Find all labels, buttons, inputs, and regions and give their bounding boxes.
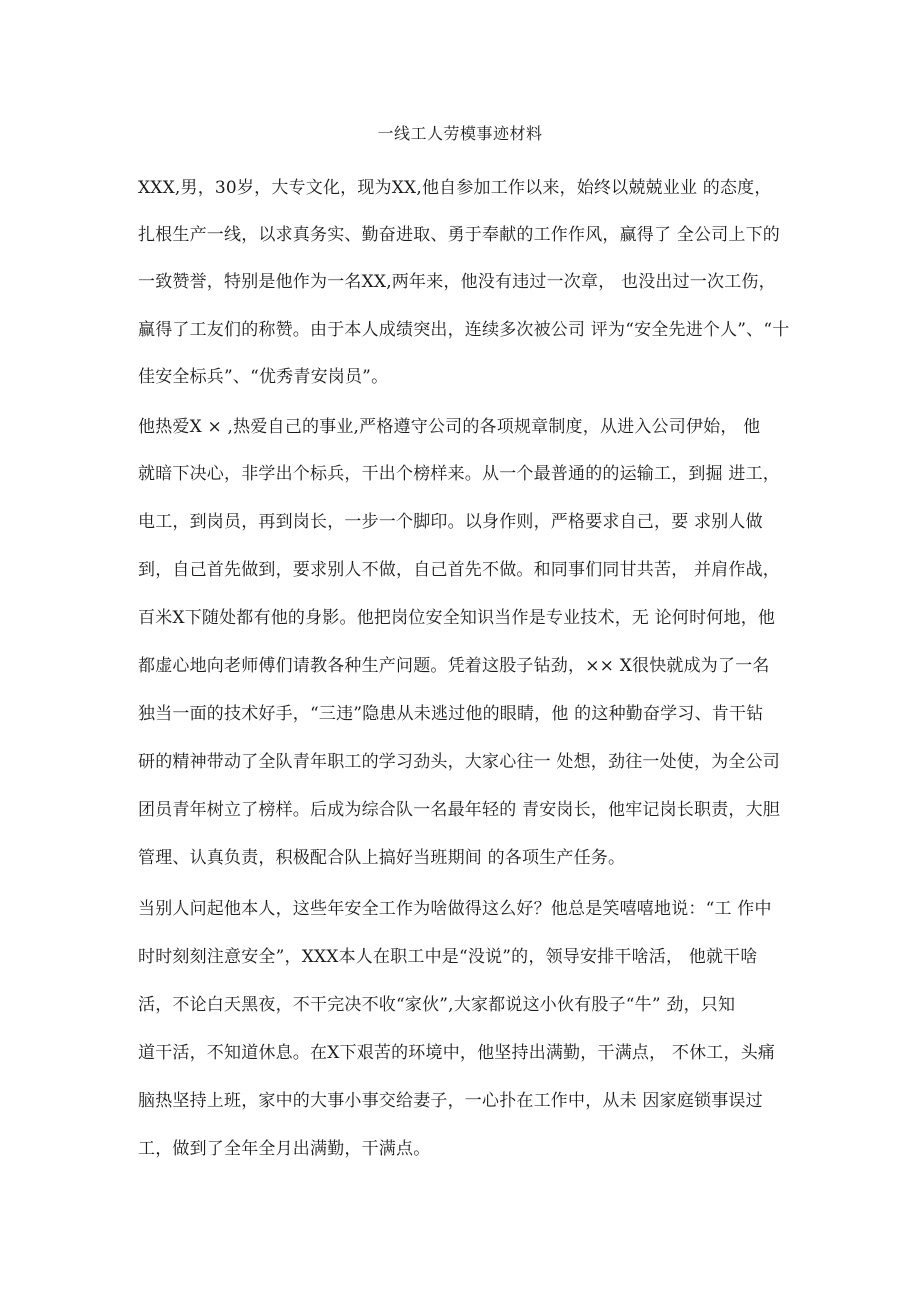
document-title: 一线工人劳模事迹材料 xyxy=(377,124,543,143)
paragraph-1-line-3: 一致赞誉，特别是他作为一名XX,两年来，他没有违过一次章， 也没出过一次工伤， xyxy=(138,272,776,292)
paragraph-3-line-4: 道干活，不知道休息。在X下艰苦的环境中，他坚持出满勤，干满点， 不休工，头痛 xyxy=(138,1043,776,1063)
paragraph-1-line-2: 扎根生产一线，以求真务实、勤奋进取、勇于奉献的工作作风，赢得了 全公司上下的 xyxy=(138,225,781,245)
paragraph-2-line-3: 电工，到岗员，再到岗长，一步一个脚印。以身作则，严格要求自己，要 求别人做 xyxy=(138,512,763,532)
paragraph-2-line-7: 独当一面的技术好手，“三违”隐患从未逃过他的眼睛，他 的这种勤奋学习、肯干钻 xyxy=(138,704,764,724)
paragraph-2-line-2: 就暗下决心，非学出个标兵，干出个榜样来。从一个最普通的的运输工，到掘 进工， xyxy=(138,464,781,484)
paragraph-3-line-5: 脑热坚持上班，家中的大事小事交给妻子，一心扑在工作中，从未 因家庭锁事误过 xyxy=(138,1091,763,1111)
paragraph-2-line-1: 他热爱X × ,热爱自己的事业,严格遵守公司的各项规章制度，从进入公司伊始， 他 xyxy=(138,417,761,437)
paragraph-3-line-6: 工，做到了全年全月出满勤，干满点。 xyxy=(138,1139,431,1159)
paragraph-2-line-8: 研的精神带动了全队青年职工的学习劲头，大家心往一 处想，劲往一处使，为全公司 xyxy=(138,752,781,772)
paragraph-2-line-4: 到，自己首先做到，要求别人不做，自己首先不做。和同事们同甘共苦， 并肩作战， xyxy=(138,560,781,580)
paragraph-2-line-10: 管理、认真负责，积极配合队上搞好当班期间 的各项生产任务。 xyxy=(138,848,626,868)
paragraph-1-line-4: 赢得了工友们的称赞。由于本人成绩突出，连续多次被公司 评为“安全先进个人”、“十 xyxy=(138,320,790,340)
paragraph-3-line-1: 当别人问起他本人，这些年安全工作为啥做得这么好？他总是笑嘻嘻地说：“工 作中 xyxy=(138,899,772,919)
paragraph-2-line-6: 都虚心地向老师傅们请教各种生产问题。凭着这股子钻劲，×× X很快就成为了一名 xyxy=(138,656,770,676)
paragraph-2-line-9: 团员青年树立了榜样。后成为综合队一名最年轻的 青安岗长，他牢记岗长职责，大胆 xyxy=(138,800,781,820)
paragraph-3-line-3: 活，不论白天黑夜，不干完决不收“家伙”,大家都说这小伙有股子“牛” 劲，只知 xyxy=(138,995,736,1015)
paragraph-1-line-5: 佳安全标兵”、“优秀青安岗员”。 xyxy=(138,367,389,387)
paragraph-3-line-2: 时时刻刻注意安全”，XXX本人在职工中是“没说”的，领导安排干啥活， 他就干啥 xyxy=(138,947,758,967)
paragraph-1-line-1: XXX,男，30岁，大专文化，现为XX,他自参加工作以来，始终以兢兢业业 的态度， xyxy=(138,178,772,198)
paragraph-2-line-5: 百米X下随处都有他的身影。他把岗位安全知识当作是专业技术，无 论何时何地，他 xyxy=(138,608,776,628)
